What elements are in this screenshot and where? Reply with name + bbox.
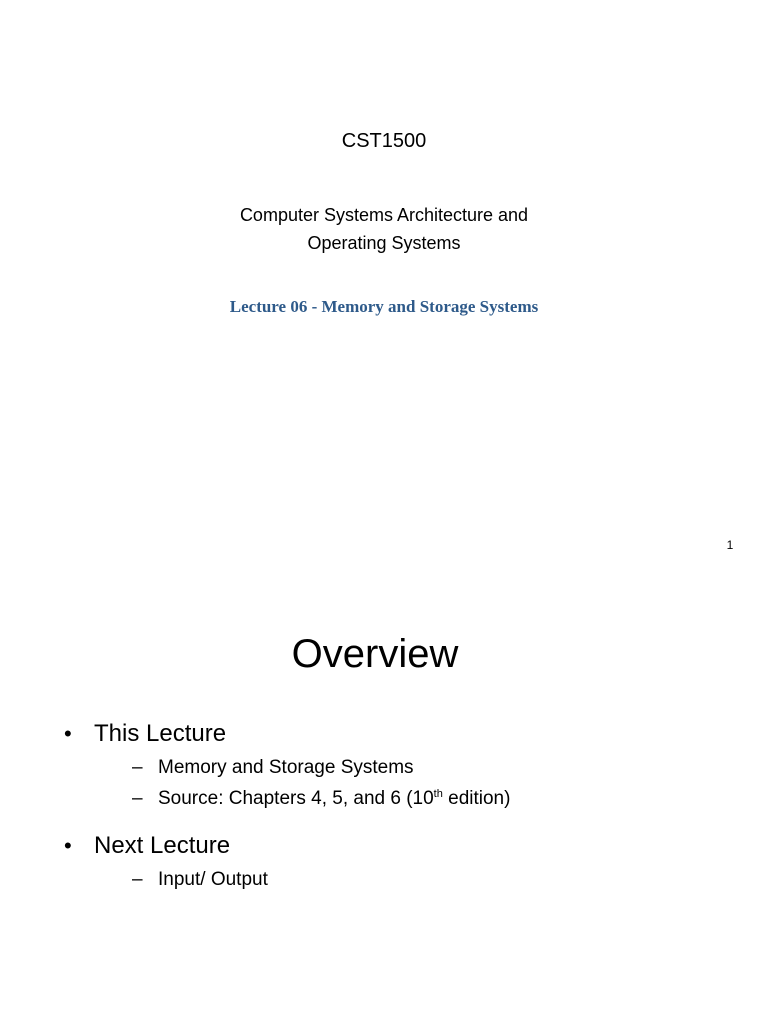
sub-item-text: Memory and Storage Systems xyxy=(158,757,414,778)
ordinal-suffix: th xyxy=(433,788,443,800)
sub-item-topic xyxy=(94,752,724,783)
dash-icon: – xyxy=(132,757,143,778)
sub-item-text: Source: Chapters 4, 5, and 6 (10 xyxy=(158,788,434,809)
sub-list xyxy=(94,864,724,895)
dash-icon: – xyxy=(132,788,143,809)
course-title-line-1: Computer Systems Architecture and xyxy=(239,205,529,225)
sub-item-text-end: edition) xyxy=(442,788,511,809)
slide-2 xyxy=(0,576,768,1024)
dash-icon: – xyxy=(132,869,143,890)
bullet-list xyxy=(64,716,724,895)
course-code: CST1500 xyxy=(341,130,427,152)
bullet-label: Next Lecture xyxy=(94,832,231,859)
bullet-icon: • xyxy=(64,833,72,858)
page-number: 1 xyxy=(726,538,734,552)
bullet-label: This Lecture xyxy=(94,720,227,747)
lecture-title: Lecture 06 - Memory and Storage Systems xyxy=(229,297,539,316)
sub-item-io xyxy=(94,864,724,895)
sub-item-source xyxy=(94,783,724,814)
course-title xyxy=(0,201,768,257)
sub-list xyxy=(94,752,724,814)
sub-item-text: Input/ Output xyxy=(158,869,268,890)
course-title-line-2: Operating Systems xyxy=(307,233,461,253)
bullet-next-lecture xyxy=(64,828,724,895)
bullet-this-lecture xyxy=(64,716,724,814)
slide-title: Overview xyxy=(291,632,459,676)
bullet-icon: • xyxy=(64,721,72,746)
